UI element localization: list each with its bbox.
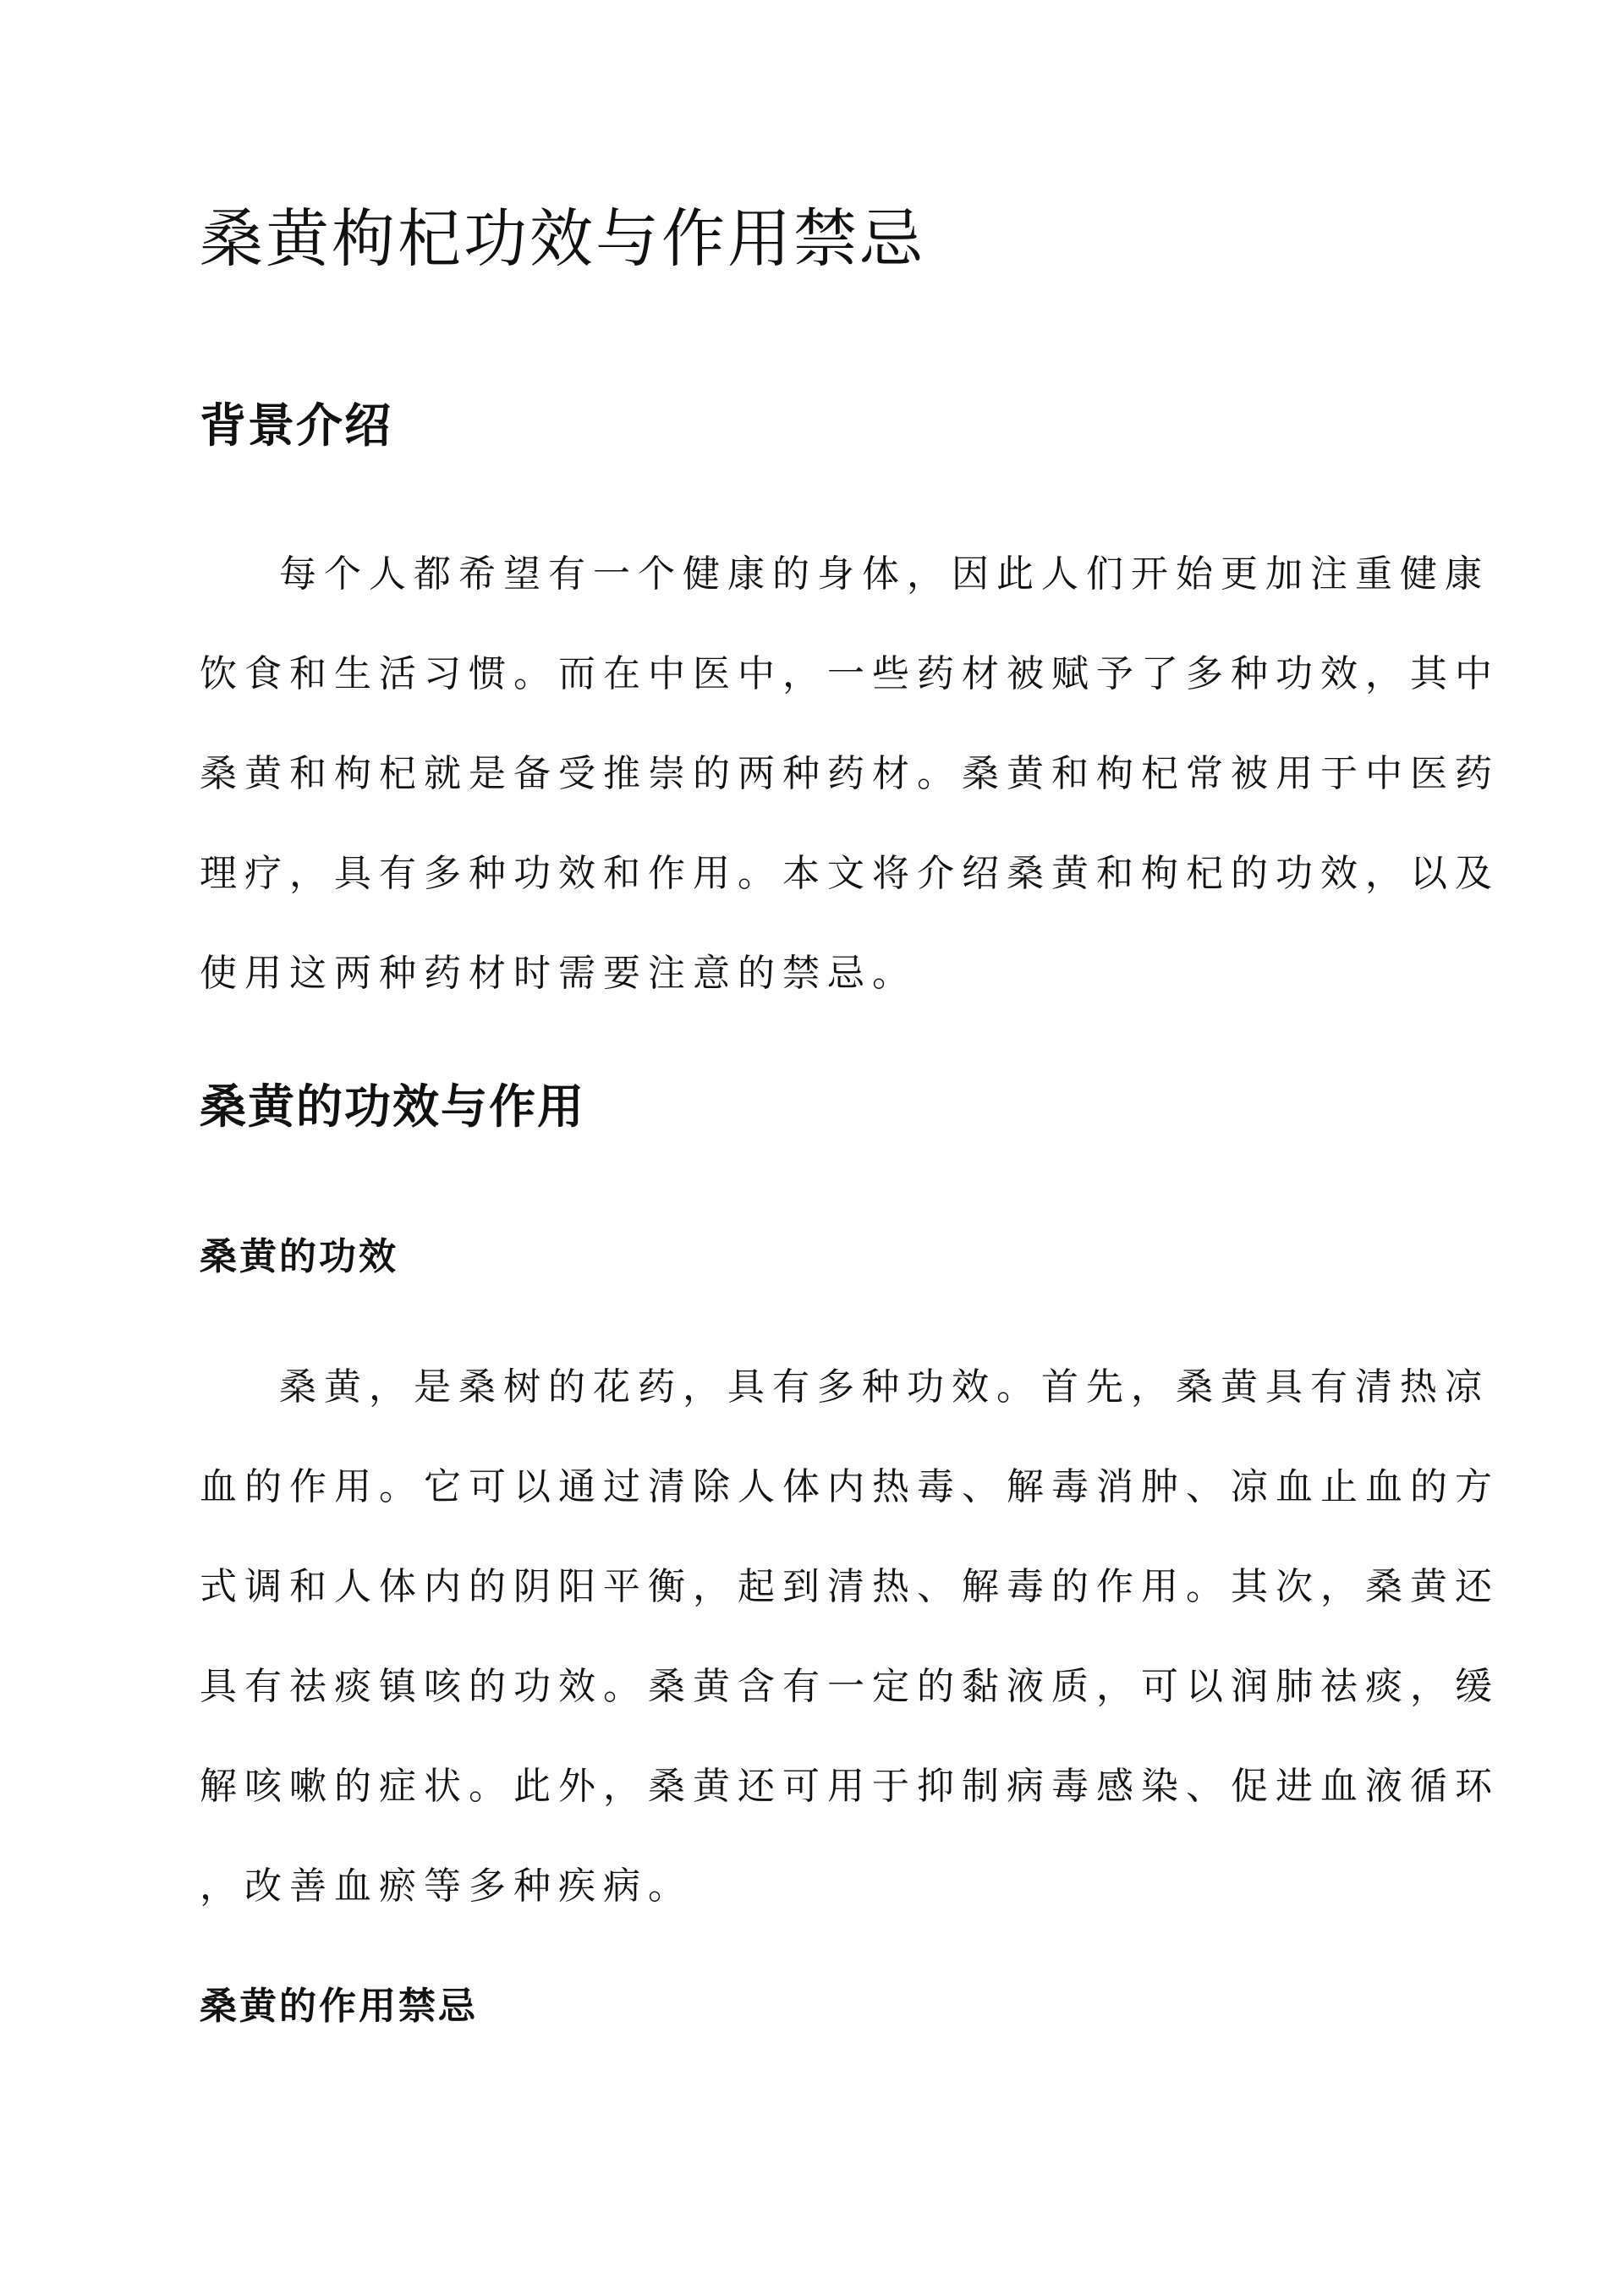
paragraph-line: 桑黄，是桑树的花药，具有多种功效。首先，桑黄具有清热凉 <box>279 1365 1490 1409</box>
subsection-heading-sanghuang-contraindications: 桑黄的作用禁忌 <box>200 1985 478 2028</box>
document-title: 桑黄枸杞功效与作用禁忌 <box>200 201 926 276</box>
background-paragraph <box>200 525 1500 1024</box>
paragraph-line: 使用这两种药材时需要注意的禁忌。 <box>200 952 917 995</box>
section-heading-background: 背景介绍 <box>200 398 393 453</box>
subsection-heading-sanghuang-efficacy: 桑黄的功效 <box>200 1235 398 1278</box>
paragraph-line: 解咳嗽的症状。此外，桑黄还可用于抑制病毒感染、促进血液循环 <box>200 1765 1500 1808</box>
section-heading-sanghuang-effects: 桑黄的功效与作用 <box>200 1079 586 1134</box>
sanghuang-efficacy-paragraph <box>200 1338 1500 1936</box>
paragraph-line: 具有祛痰镇咳的功效。桑黄含有一定的黏液质，可以润肺祛痰，缓 <box>200 1665 1500 1708</box>
paragraph-line: 每个人都希望有一个健康的身体，因此人们开始更加注重健康 <box>279 552 1490 596</box>
paragraph-line: ，改善血瘀等多种疾病。 <box>200 1865 693 1908</box>
paragraph-line: 式调和人体内的阴阳平衡，起到清热、解毒的作用。其次，桑黄还 <box>200 1565 1500 1608</box>
paragraph-line: 理疗，具有多种功效和作用。本文将介绍桑黄和枸杞的功效，以及 <box>200 852 1500 895</box>
paragraph-line: 桑黄和枸杞就是备受推崇的两种药材。桑黄和枸杞常被用于中医药 <box>200 752 1500 795</box>
paragraph-line: 饮食和生活习惯。而在中医中，一些药材被赋予了多种功效，其中 <box>200 652 1500 695</box>
paragraph-line: 血的作用。它可以通过清除人体内热毒、解毒消肿、凉血止血的方 <box>200 1465 1500 1508</box>
